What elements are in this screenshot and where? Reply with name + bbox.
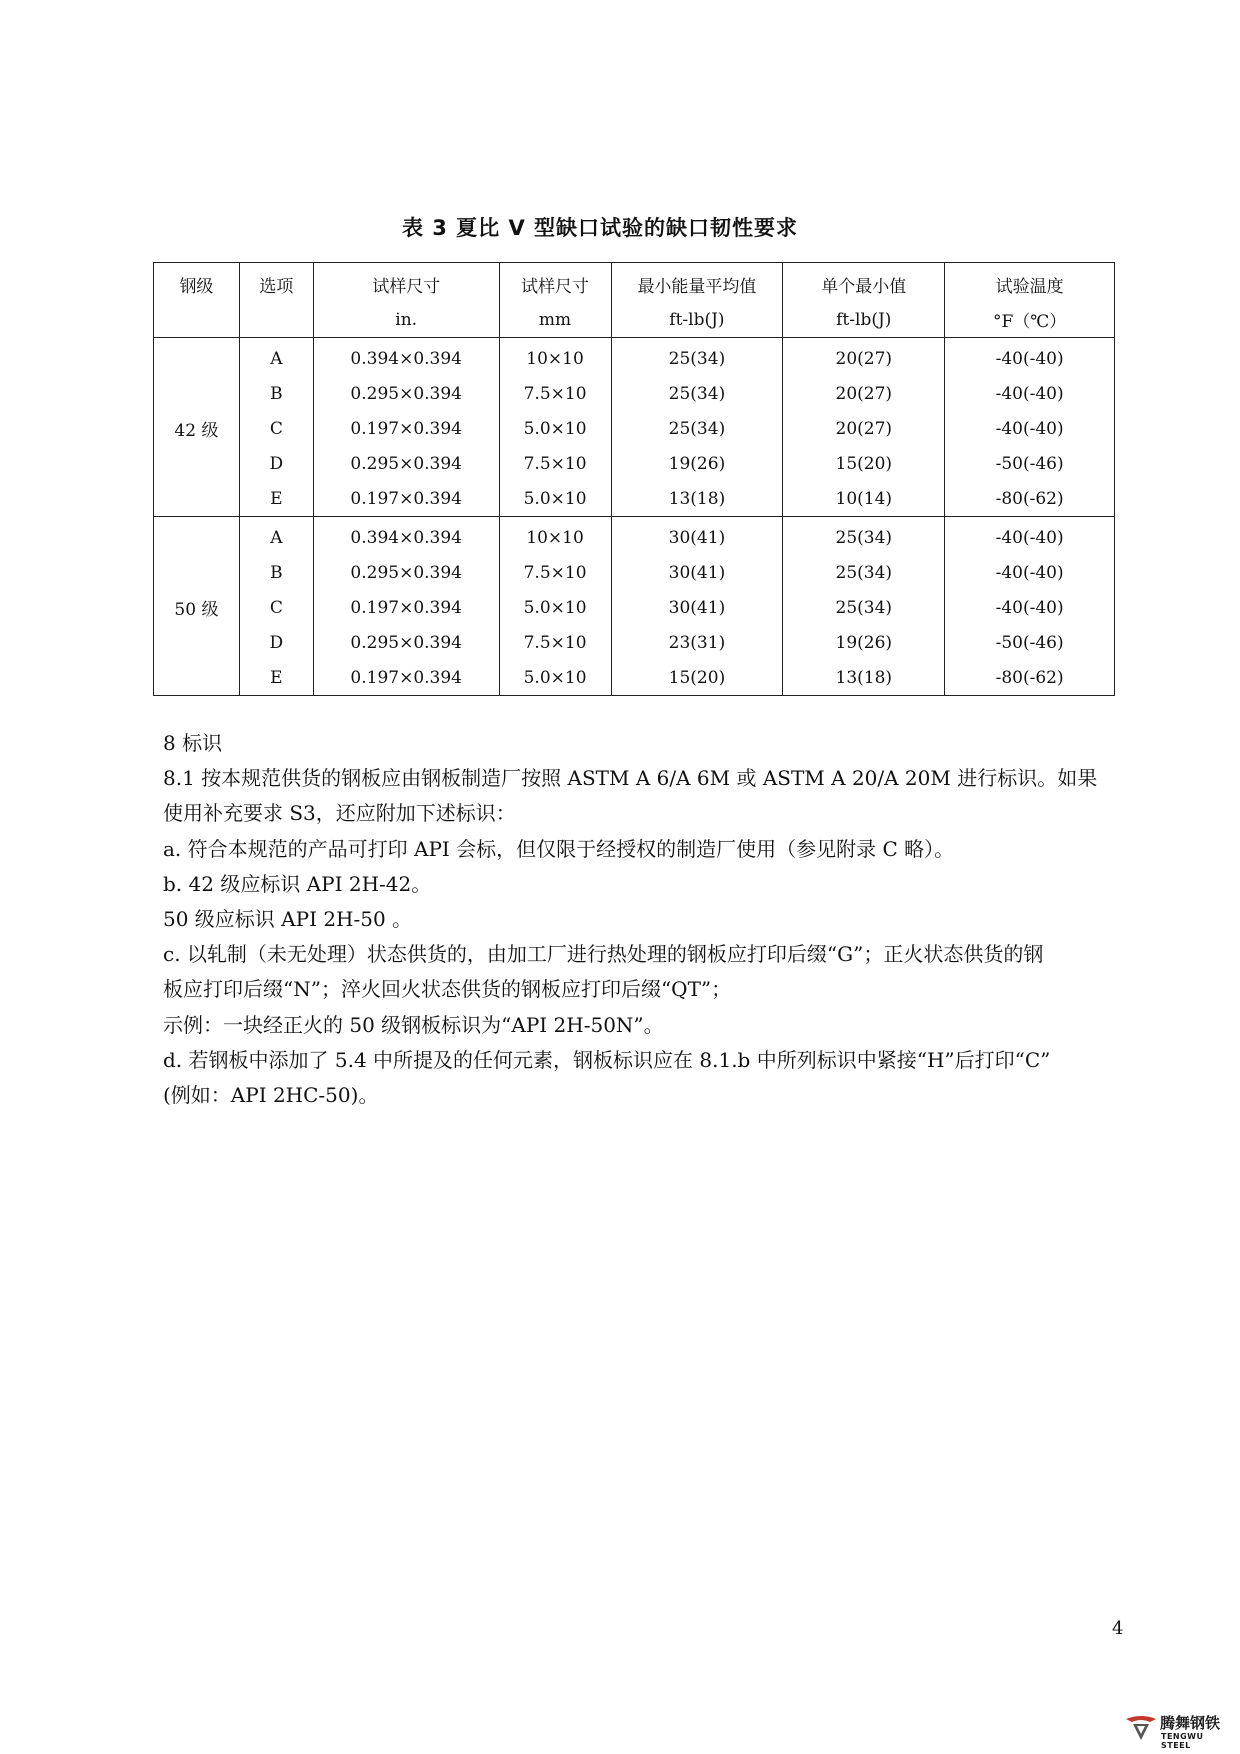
size-mm-cell: 7.5×10	[499, 625, 611, 660]
header-grade-unit	[154, 302, 240, 338]
size-in-cell: 0.295×0.394	[313, 446, 499, 481]
size-mm-cell: 7.5×10	[499, 446, 611, 481]
temperature-cell: -40(-40)	[995, 527, 1064, 548]
table-title: 表 3 夏比 V 型缺口试验的缺口韧性要求	[401, 216, 799, 240]
grade-cell: 50 级	[154, 517, 240, 696]
paragraph-line: 示例：一块经正火的 50 级钢板标识为“API 2H-50N”。	[163, 1012, 664, 1037]
section-marking	[163, 726, 1133, 1113]
paragraph-line: c. 以轧制（未无处理）状态供货的，由加工厂进行热处理的钢板应打印后缀“G”；正火状态供货的钢	[163, 942, 1044, 967]
size-mm-cell: 7.5×10	[499, 555, 611, 590]
table-row	[154, 590, 1115, 625]
size-in-cell: 0.295×0.394	[313, 376, 499, 411]
avg-energy-cell: 15(20)	[611, 660, 783, 696]
size-in-cell: 0.197×0.394	[313, 590, 499, 625]
single-min-cell: 20(27)	[783, 338, 945, 377]
table-body	[154, 338, 1115, 696]
single-min-cell: 13(18)	[783, 660, 945, 696]
logo-mark-icon	[1124, 1713, 1158, 1743]
header-size-mm: 试样尺寸	[499, 263, 611, 303]
header-size-in: 试样尺寸	[313, 263, 499, 303]
avg-energy-cell: 25(34)	[611, 376, 783, 411]
header-grade: 钢级	[154, 263, 240, 303]
size-mm-cell: 5.0×10	[499, 481, 611, 517]
table-row	[154, 411, 1115, 446]
size-mm-cell: 10×10	[499, 517, 611, 556]
company-logo	[1124, 1710, 1234, 1750]
header-row-2	[154, 302, 1115, 338]
avg-energy-cell: 30(41)	[611, 590, 783, 625]
table-row	[154, 481, 1115, 517]
header-avg-energy: 最小能量平均值	[611, 263, 783, 303]
size-mm-cell: 5.0×10	[499, 590, 611, 625]
paragraph-line: a. 符合本规范的产品可打印 API 会标，但仅限于经授权的制造厂使用（参见附录 C 略）。	[163, 836, 955, 861]
option-cell: E	[239, 660, 313, 696]
logo-name-en: TENGWU STEEL	[1161, 1732, 1204, 1750]
logo-name-cn: 腾舞钢铁	[1160, 1714, 1221, 1732]
header-temperature: 试验温度	[995, 277, 1064, 297]
header-single-min-unit: ft-lb(J)	[783, 302, 945, 338]
header-size-in-unit: in.	[313, 302, 499, 338]
option-cell: A	[239, 338, 313, 377]
size-in-cell: 0.295×0.394	[313, 555, 499, 590]
temperature-cell: -40(-40)	[995, 418, 1064, 439]
header-option: 选项	[239, 263, 313, 303]
size-in-cell: 0.197×0.394	[313, 481, 499, 517]
paragraph-line: 使用补充要求 S3，还应附加下述标识：	[163, 801, 516, 826]
header-row-1	[154, 263, 1115, 303]
temperature-cell: -40(-40)	[995, 562, 1064, 583]
option-cell: E	[239, 481, 313, 517]
option-cell: B	[239, 376, 313, 411]
table-row	[154, 446, 1115, 481]
temperature-cell: -40(-40)	[995, 597, 1064, 618]
single-min-cell: 25(34)	[783, 555, 945, 590]
option-cell: D	[239, 446, 313, 481]
temperature-cell: -40(-40)	[995, 348, 1064, 369]
size-in-cell: 0.394×0.394	[313, 338, 499, 377]
header-option-unit	[239, 302, 313, 338]
temperature-cell: -50(-46)	[995, 453, 1064, 474]
paragraph-line: 50 级应标识 API 2H-50 。	[163, 907, 413, 932]
avg-energy-cell: 30(41)	[611, 517, 783, 556]
single-min-cell: 15(20)	[783, 446, 945, 481]
single-min-cell: 20(27)	[783, 411, 945, 446]
charpy-table	[153, 262, 1115, 696]
option-cell: B	[239, 555, 313, 590]
paragraph-line: b. 42 级应标识 API 2H-42。	[163, 871, 432, 896]
size-in-cell: 0.394×0.394	[313, 517, 499, 556]
single-min-cell: 19(26)	[783, 625, 945, 660]
option-cell: D	[239, 625, 313, 660]
table-row	[154, 625, 1115, 660]
single-min-cell: 10(14)	[783, 481, 945, 517]
size-in-cell: 0.197×0.394	[313, 411, 499, 446]
option-cell: A	[239, 517, 313, 556]
paragraph-line: 8.1 按本规范供货的钢板应由钢板制造厂按照 ASTM A 6/A 6M 或 ASTM A 20/A 20M 进行标识。如果	[163, 766, 1098, 791]
size-mm-cell: 5.0×10	[499, 411, 611, 446]
single-min-cell: 20(27)	[783, 376, 945, 411]
avg-energy-cell: 19(26)	[611, 446, 783, 481]
option-cell: C	[239, 590, 313, 625]
temperature-cell: -50(-46)	[995, 632, 1064, 653]
size-in-cell: 0.197×0.394	[313, 660, 499, 696]
table-row	[154, 660, 1115, 696]
avg-energy-cell: 25(34)	[611, 338, 783, 377]
avg-energy-cell: 13(18)	[611, 481, 783, 517]
header-temperature-unit: °F（℃）	[945, 302, 1115, 338]
table-row	[154, 517, 1115, 556]
header-avg-energy-unit: ft-lb(J)	[611, 302, 783, 338]
table-header	[154, 263, 1115, 338]
size-mm-cell: 5.0×10	[499, 660, 611, 696]
temperature-cell: -80(-62)	[945, 481, 1115, 517]
table-row	[154, 376, 1115, 411]
single-min-cell: 25(34)	[783, 517, 945, 556]
single-min-cell: 25(34)	[783, 590, 945, 625]
temperature-cell: -40(-40)	[995, 383, 1064, 404]
paragraph-line: 板应打印后缀“N”；淬火回火状态供货的钢板应打印后缀“QT”；	[163, 977, 732, 1002]
table-row	[154, 555, 1115, 590]
table-row	[154, 338, 1115, 377]
paragraph-line: d. 若钢板中添加了 5.4 中所提及的任何元素，钢板标识应在 8.1.b 中所列标识中紧接“H”后打印“C”	[163, 1047, 1051, 1072]
page-number: 4	[1112, 1618, 1124, 1639]
grade-cell: 42 级	[154, 338, 240, 517]
section-heading: 8 标识	[163, 731, 223, 755]
option-cell: C	[239, 411, 313, 446]
paragraph-line: (例如：API 2HC-50)。	[163, 1083, 379, 1108]
size-mm-cell: 10×10	[499, 338, 611, 377]
avg-energy-cell: 23(31)	[611, 625, 783, 660]
header-size-mm-unit: mm	[499, 302, 611, 338]
avg-energy-cell: 25(34)	[611, 411, 783, 446]
size-mm-cell: 7.5×10	[499, 376, 611, 411]
avg-energy-cell: 30(41)	[611, 555, 783, 590]
header-single-min: 单个最小值	[783, 263, 945, 303]
temperature-cell: -80(-62)	[945, 660, 1115, 696]
size-in-cell: 0.295×0.394	[313, 625, 499, 660]
